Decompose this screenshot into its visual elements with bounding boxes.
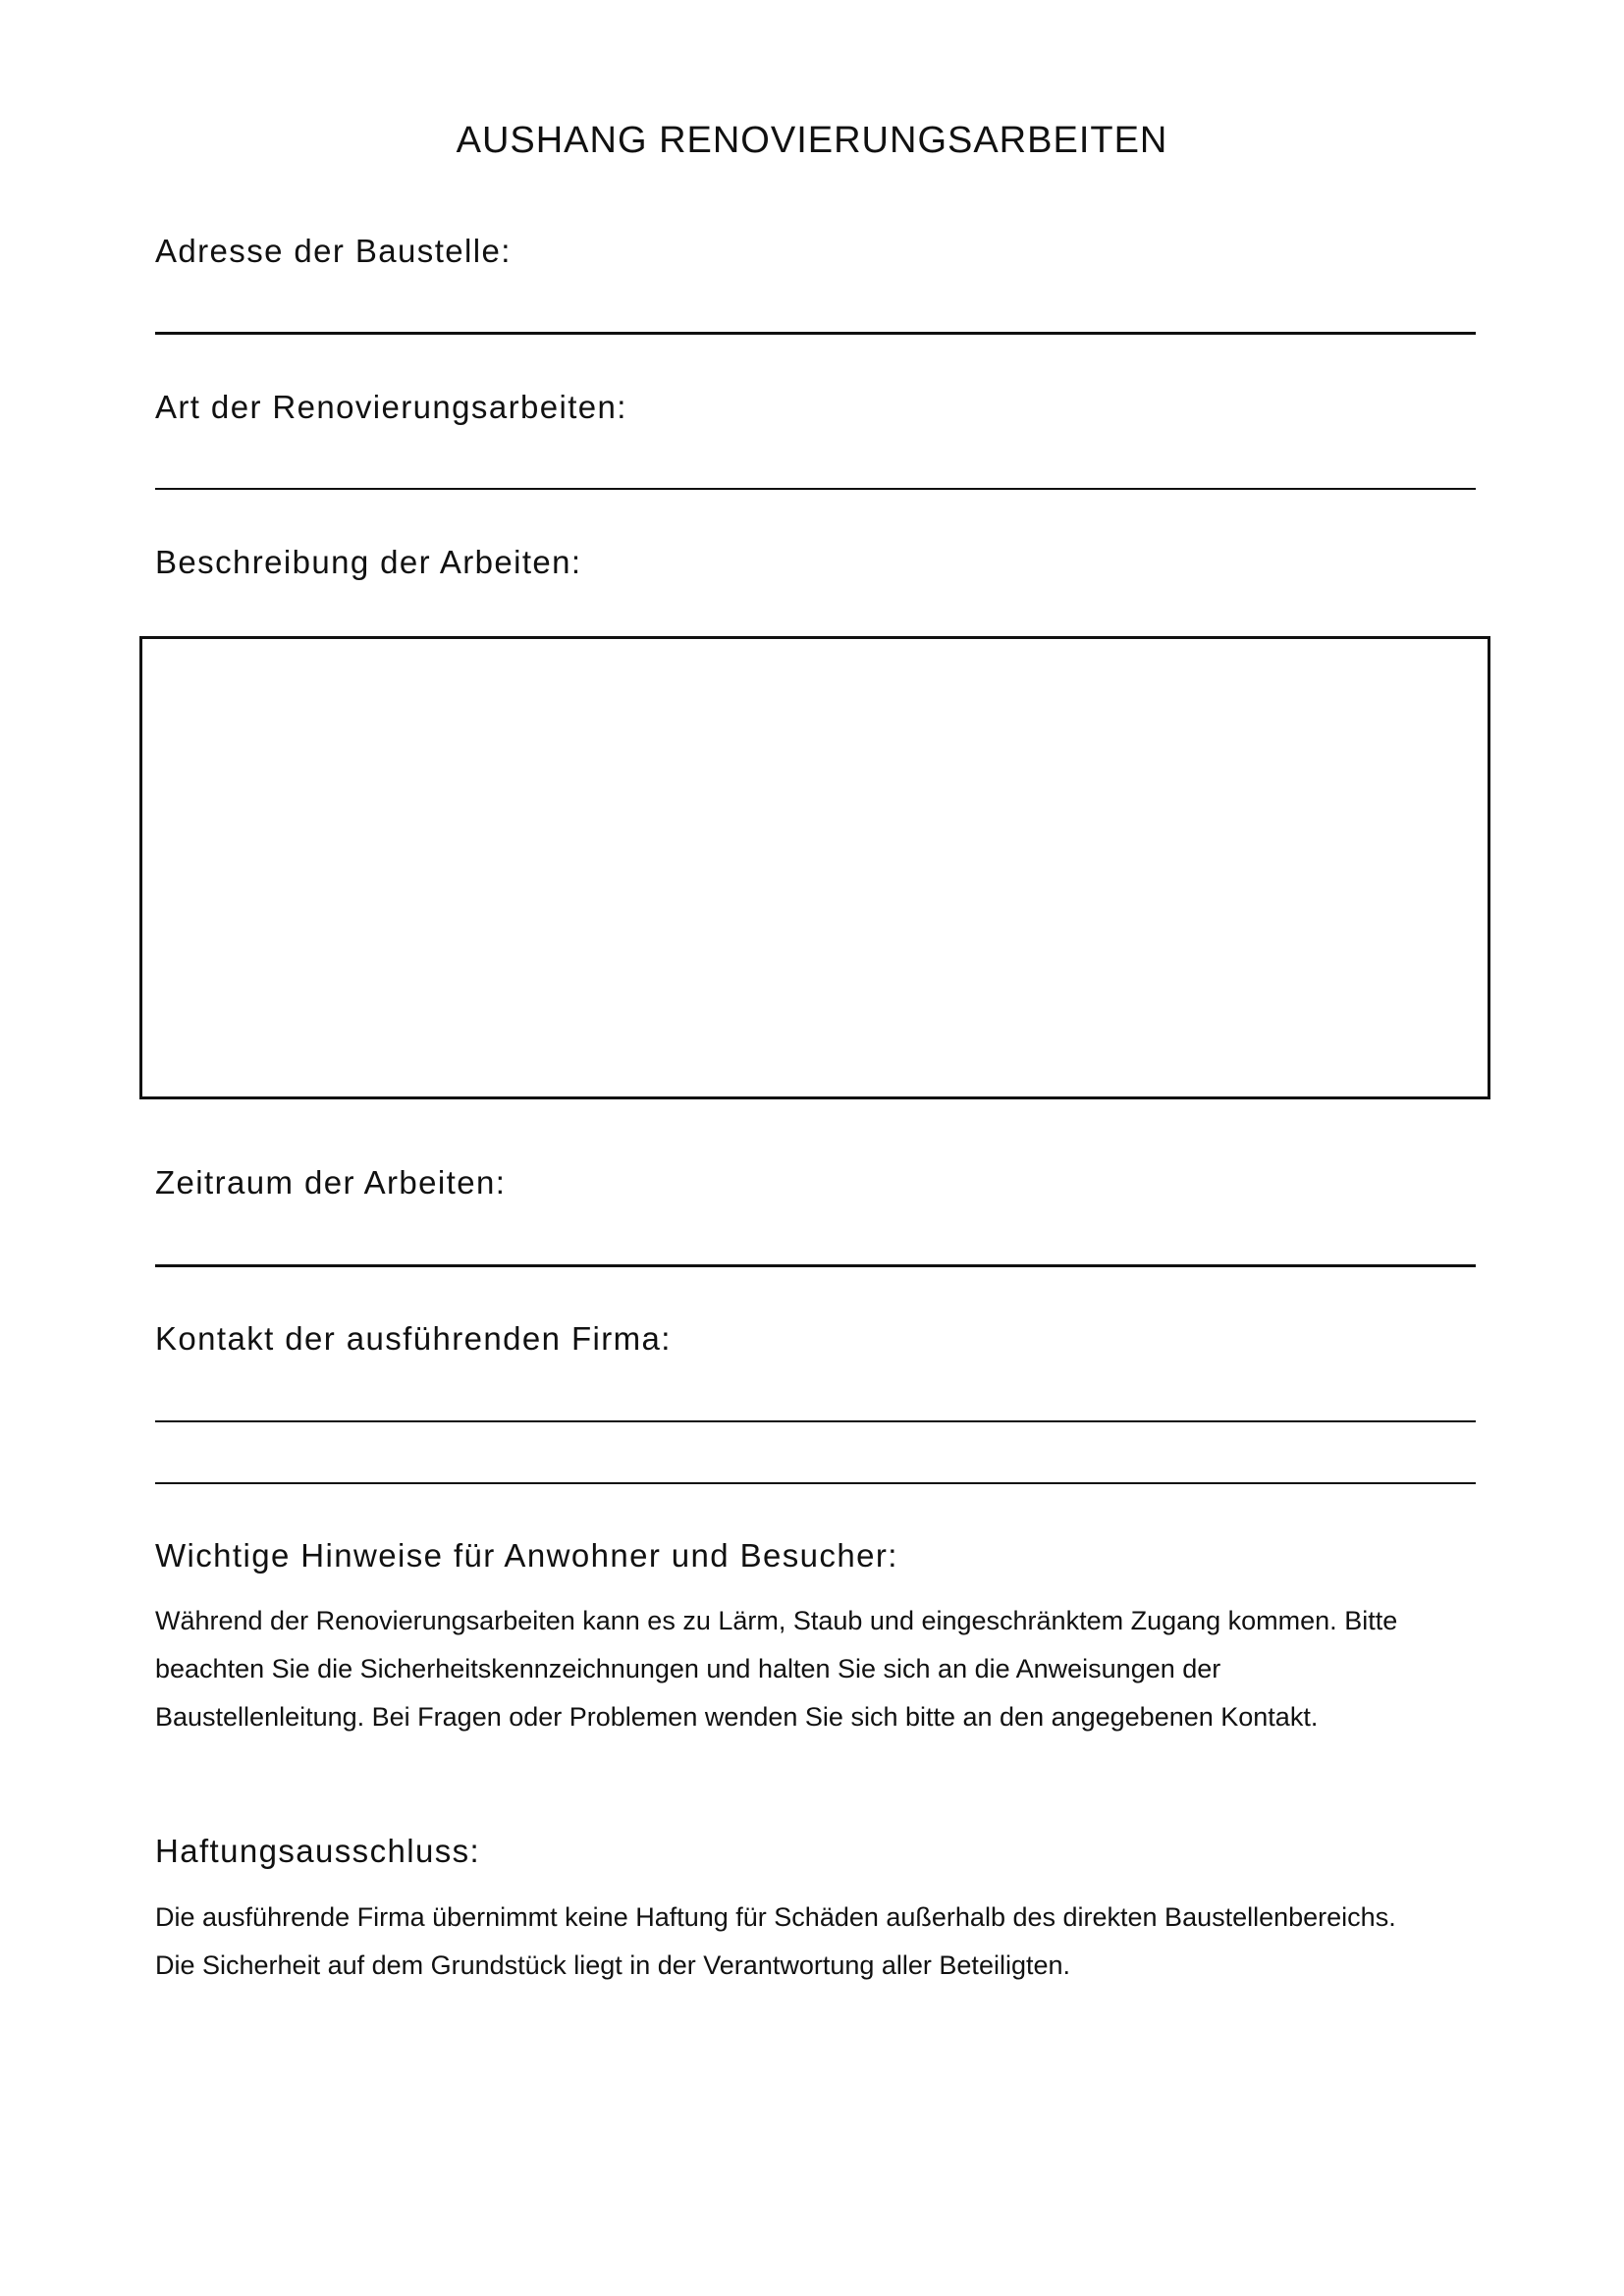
notes-line: Baustellenleitung. Bei Fragen oder Problemen wenden Sie sich bitte an den angegebenen Kontakt. bbox=[155, 1702, 1319, 1732]
period-label: Zeitraum der Arbeiten: bbox=[155, 1164, 507, 1201]
address-label: Adresse der Baustelle: bbox=[155, 233, 512, 269]
page-title: AUSHANG RENOVIERUNGSARBEITEN bbox=[456, 120, 1168, 161]
type-label: Art der Renovierungsarbeiten: bbox=[155, 389, 627, 425]
disclaimer-line: Die ausführende Firma übernimmt keine Haftung für Schäden außerhalb des direkten Baustellenbereichs. bbox=[155, 1902, 1396, 1932]
contact-line-1 bbox=[155, 1420, 1476, 1422]
disclaimer-paragraph bbox=[155, 1894, 1530, 1990]
description-label: Beschreibung der Arbeiten: bbox=[155, 544, 582, 580]
notes-line: Während der Renovierungsarbeiten kann es zu Lärm, Staub und eingeschränktem Zugang kommen. Bitte bbox=[155, 1606, 1398, 1635]
notes-line: beachten Sie die Sicherheitskennzeichnungen und halten Sie sich an die Anweisungen der bbox=[155, 1654, 1221, 1683]
type-line bbox=[155, 488, 1476, 490]
description-box bbox=[139, 636, 1490, 1099]
disclaimer-heading: Haftungsausschluss: bbox=[155, 1833, 481, 1869]
period-line bbox=[155, 1264, 1476, 1267]
contact-line-2 bbox=[155, 1482, 1476, 1484]
disclaimer-line: Die Sicherheit auf dem Grundstück liegt in der Verantwortung aller Beteiligten. bbox=[155, 1950, 1071, 1980]
notes-paragraph bbox=[155, 1597, 1530, 1741]
address-line bbox=[155, 332, 1476, 335]
notes-heading: Wichtige Hinweise für Anwohner und Besucher: bbox=[155, 1537, 898, 1574]
contact-label: Kontakt der ausführenden Firma: bbox=[155, 1320, 672, 1357]
